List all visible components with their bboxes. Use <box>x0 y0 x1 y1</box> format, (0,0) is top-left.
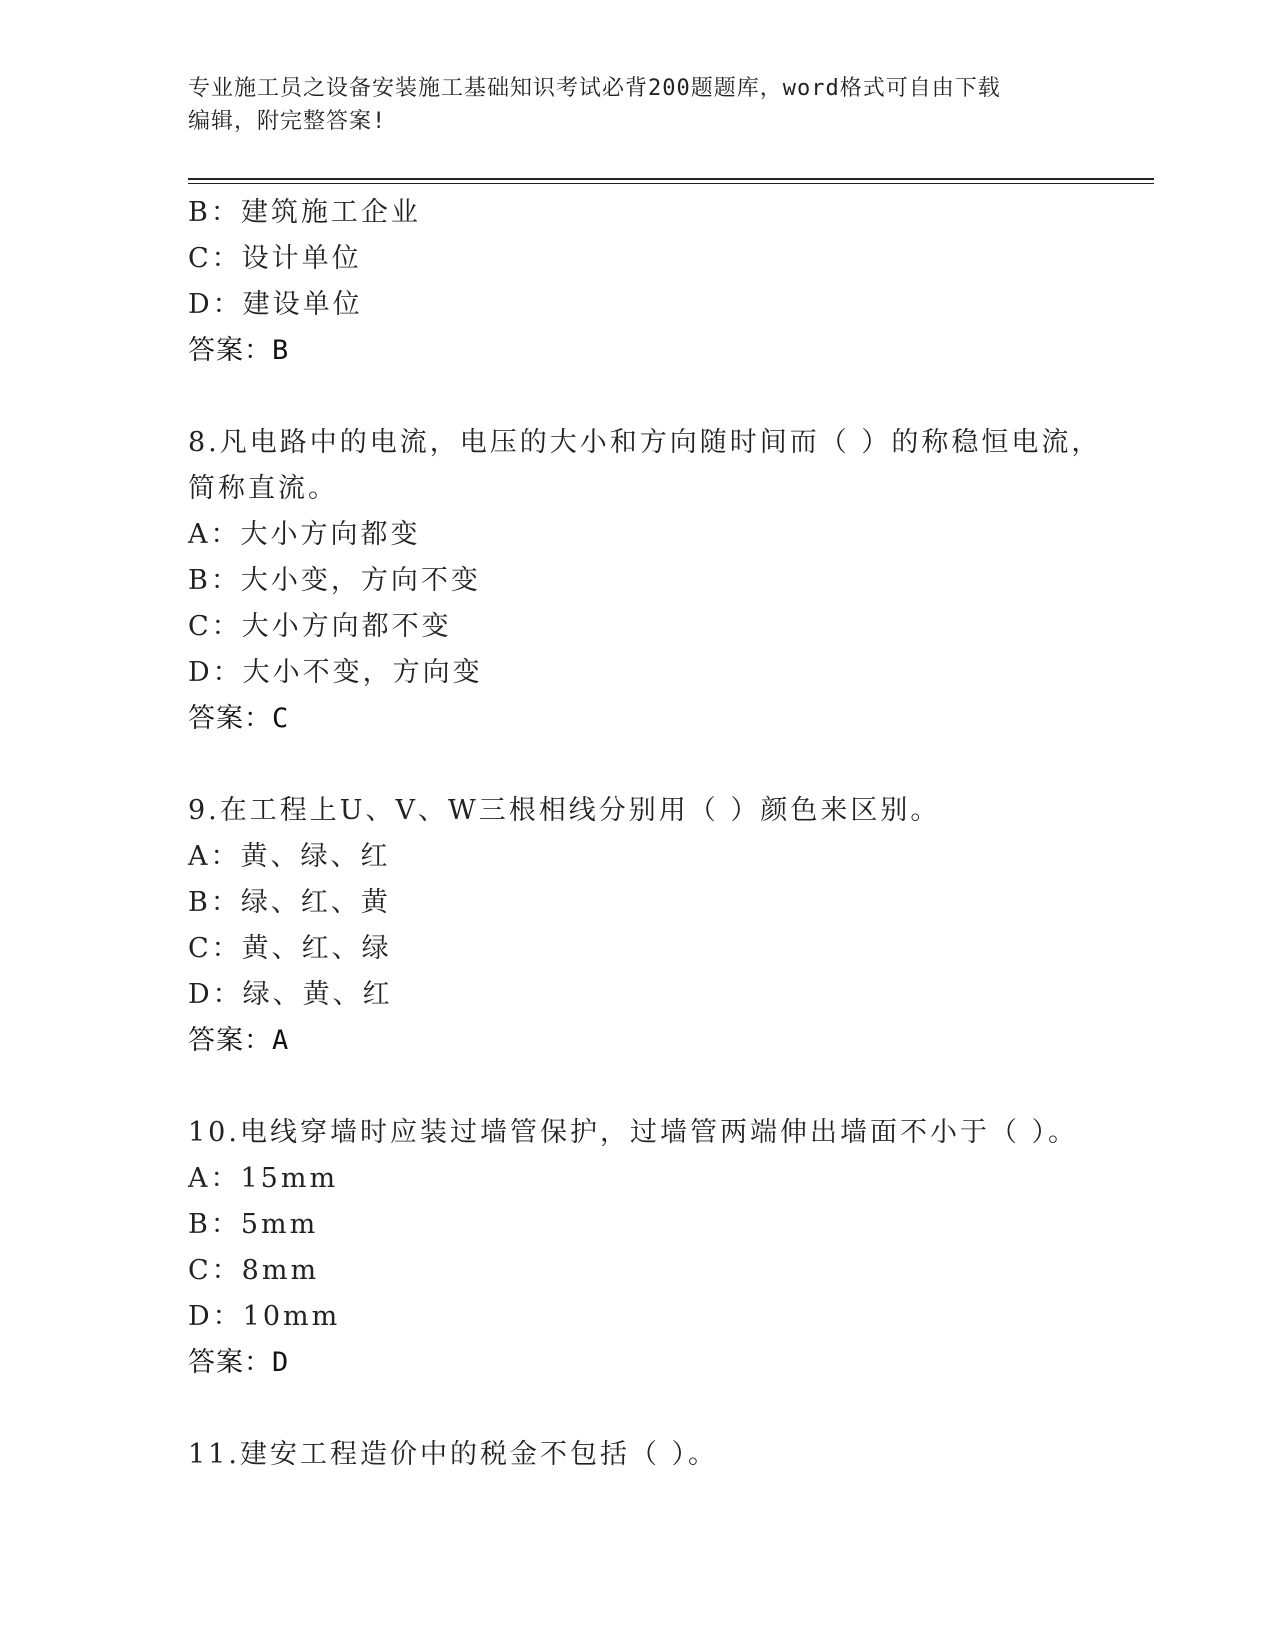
option-b: B：大小变，方向不变 <box>188 565 481 596</box>
option-c: C：大小方向都不变 <box>188 611 452 642</box>
question-11 <box>188 1432 1088 1478</box>
option-a: A：大小方向都变 <box>188 519 421 550</box>
option-c: C：设计单位 <box>188 243 362 274</box>
question-stem: 10.电线穿墙时应装过墙管保护，过墙管两端伸出墙面不小于（ ）。 <box>188 1117 1079 1148</box>
option-d: D：绿、黄、红 <box>188 979 393 1010</box>
question-7-tail <box>188 190 1088 374</box>
option-b: B：绿、红、黄 <box>188 887 391 918</box>
answer: 答案：B <box>188 335 290 366</box>
option-b: B：建筑施工企业 <box>188 197 421 228</box>
option-a: A：黄、绿、红 <box>188 841 391 872</box>
header-line-1: 专业施工员之设备安装施工基础知识考试必背200题题库，word格式可自由下载 <box>188 76 1001 101</box>
answer: 答案：D <box>188 1347 290 1378</box>
option-d: D：建设单位 <box>188 289 363 320</box>
answer: 答案：A <box>188 1025 290 1056</box>
option-c: C：黄、红、绿 <box>188 933 392 964</box>
option-d: D：10mm <box>188 1301 341 1332</box>
question-stem: 8.凡电路中的电流，电压的大小和方向随时间而（ ）的称稳恒电流， <box>188 427 1102 458</box>
question-list <box>188 190 1102 1478</box>
header-line-2: 编辑，附完整答案! <box>188 109 387 134</box>
header-rule-thin <box>188 183 1154 184</box>
question-stem: 9.在工程上U、V、W三根相线分别用（ ）颜色来区别。 <box>188 795 941 826</box>
document-header <box>188 72 1068 138</box>
option-a: A：15mm <box>188 1163 339 1194</box>
question-9 <box>188 788 1088 1064</box>
question-stem: 11.建安工程造价中的税金不包括（ ）。 <box>188 1439 719 1470</box>
answer: 答案：C <box>188 703 290 734</box>
question-stem-cont: 简称直流。 <box>188 473 338 504</box>
option-c: C：8mm <box>188 1255 320 1286</box>
option-b: B：5mm <box>188 1209 319 1240</box>
question-10 <box>188 1110 1088 1386</box>
question-8 <box>188 420 1102 742</box>
option-d: D：大小不变，方向变 <box>188 657 483 688</box>
header-rule-thick <box>188 178 1154 180</box>
